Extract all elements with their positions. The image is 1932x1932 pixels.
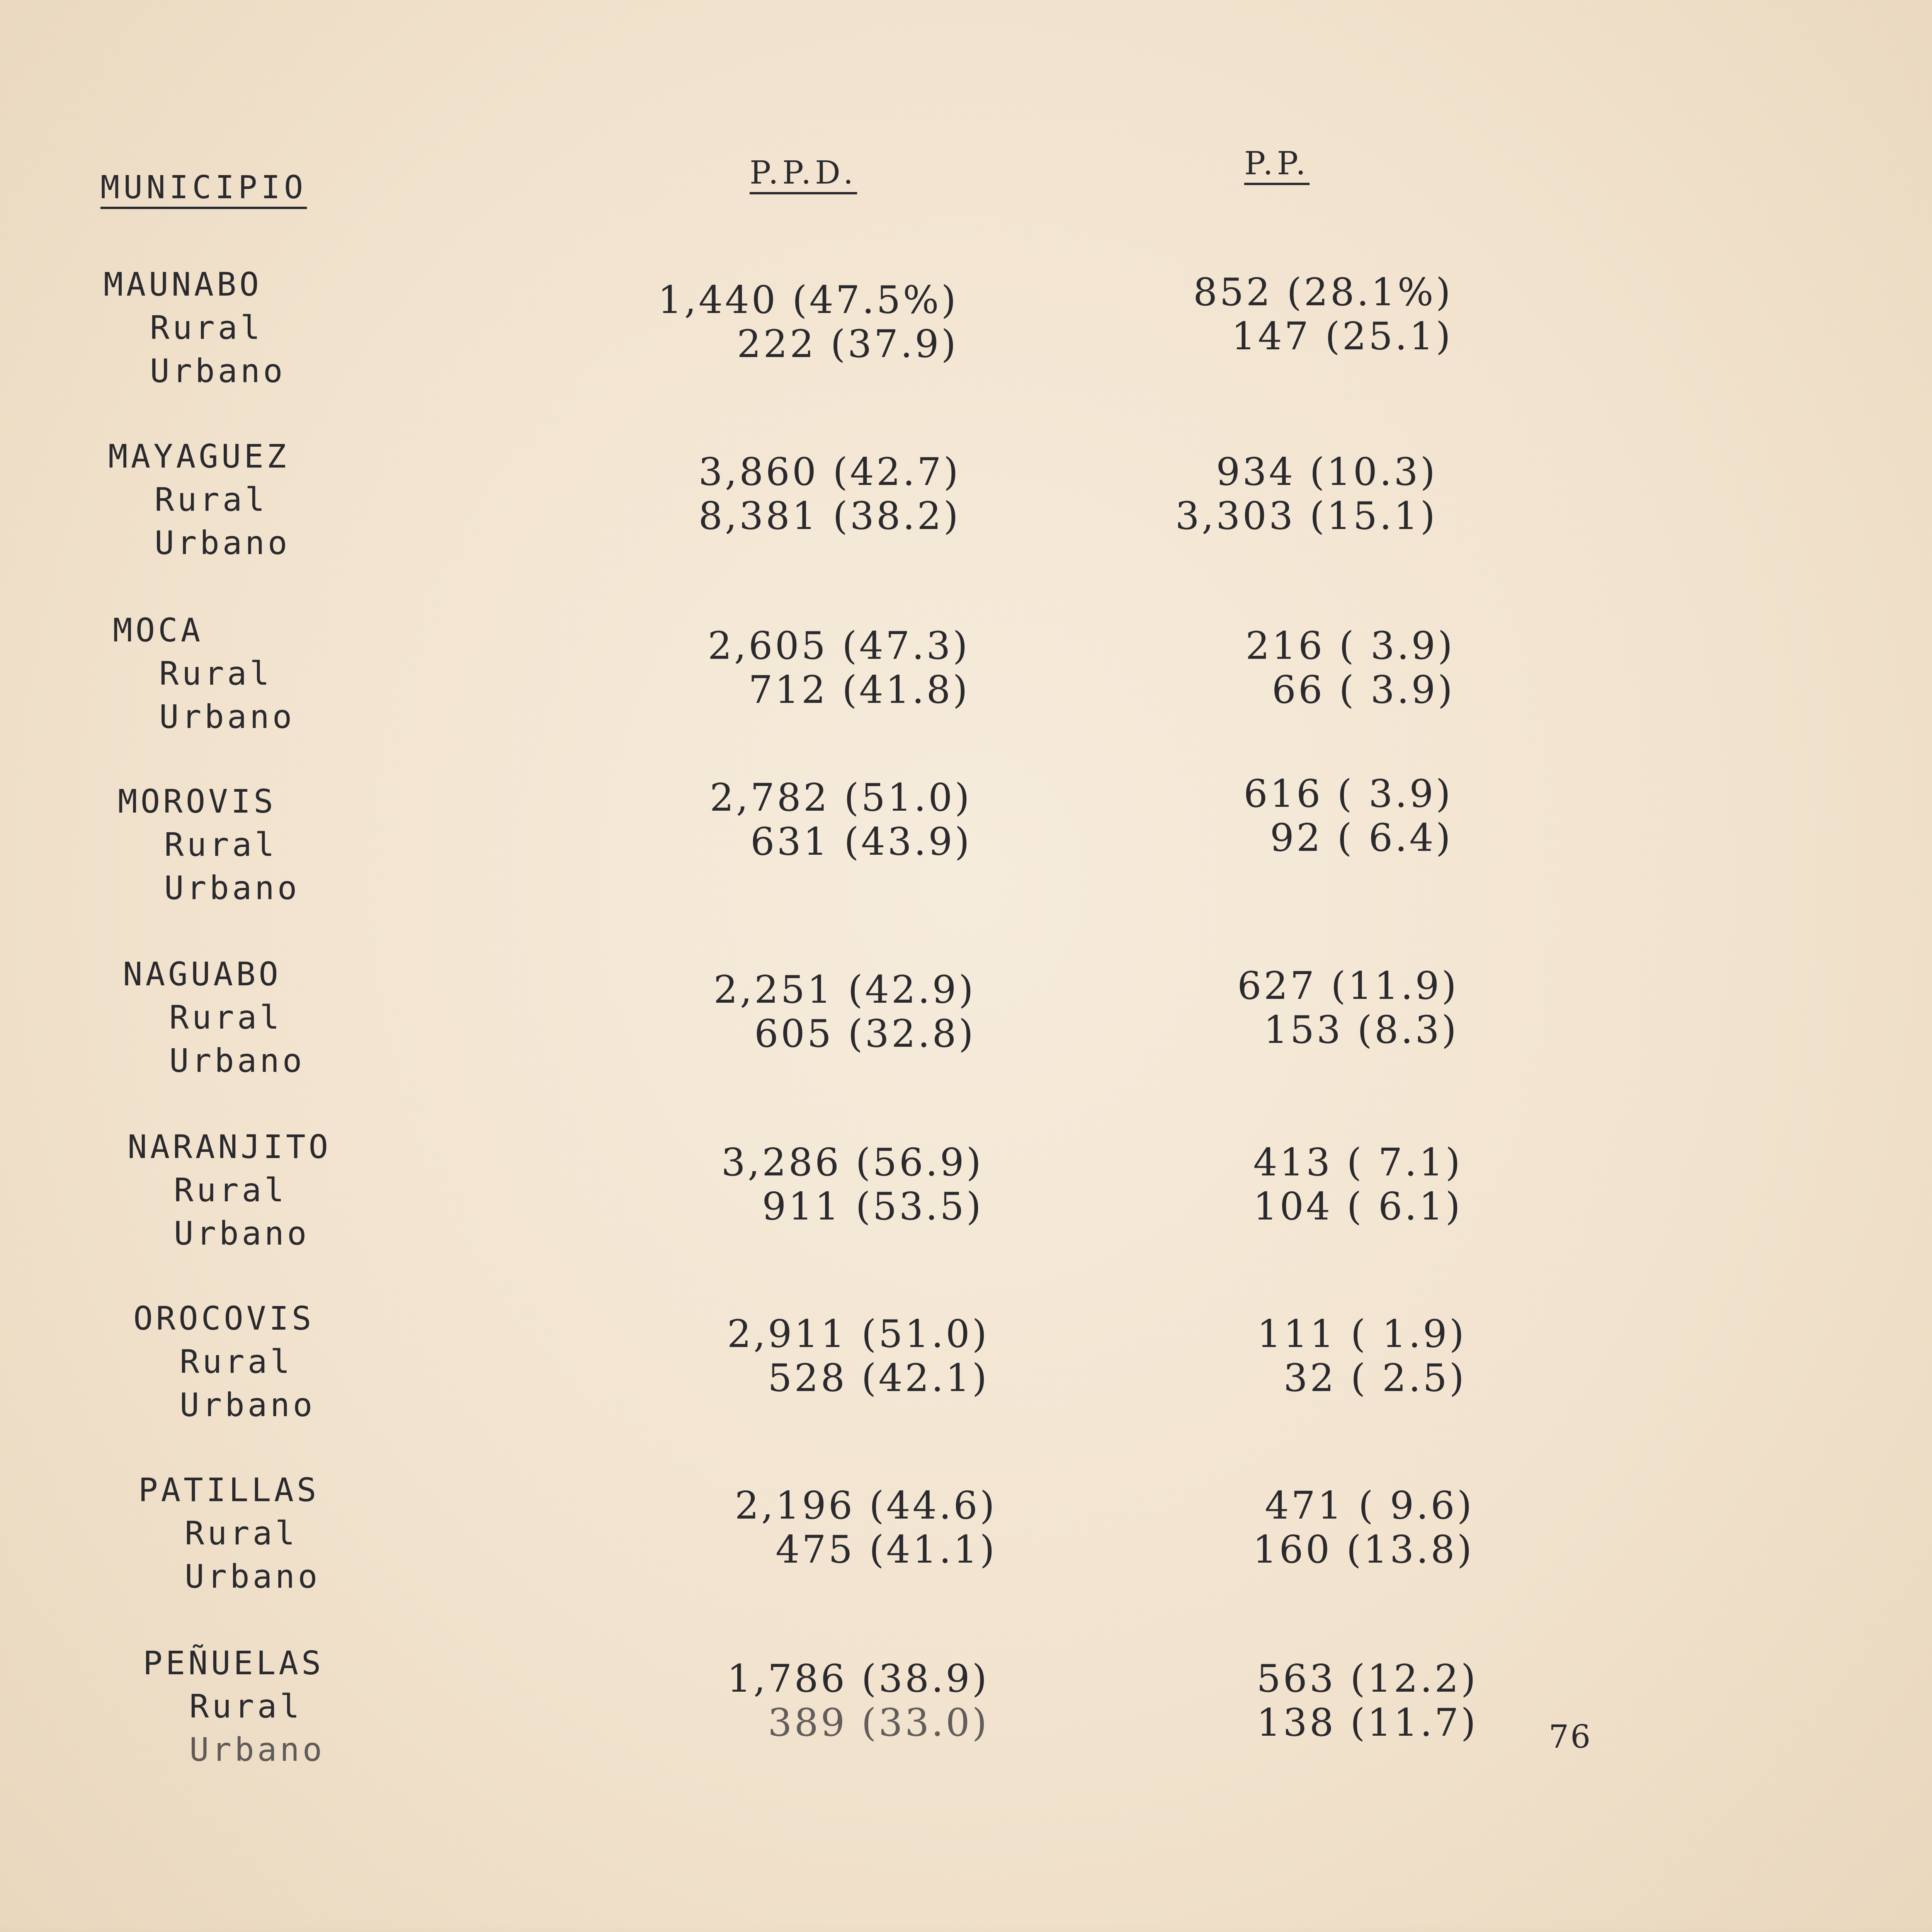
municipio-name: MAUNABO [104, 265, 262, 303]
urbano-label: Urbano [169, 1042, 305, 1080]
municipio-labels [113, 609, 295, 738]
ppd-values [621, 450, 961, 538]
ppd-urbano-value: 712 (41.8) [748, 668, 970, 712]
ppd-urbano-value: 8,381 (38.2) [698, 494, 961, 538]
pp-values [1113, 772, 1453, 860]
municipio-name: NAGUABO [123, 955, 282, 993]
municipio-labels [138, 1468, 320, 1598]
urbano-label: Urbano [155, 524, 291, 562]
pp-rural-value: 111 ( 1.9) [1257, 1312, 1466, 1356]
pp-rural-value: 627 (11.9) [1237, 964, 1459, 1008]
municipio-name: MOROVIS [118, 782, 277, 820]
ppd-urbano-value: 528 (42.1) [768, 1356, 989, 1400]
municipio-labels [133, 1297, 315, 1427]
pp-rural-value: 616 ( 3.9) [1243, 772, 1453, 816]
pp-rural-value: 413 ( 7.1) [1253, 1141, 1463, 1185]
rural-label: Rural [150, 309, 263, 347]
pp-urbano-value: 138 (11.7) [1257, 1701, 1478, 1745]
municipio-labels [143, 1641, 325, 1771]
rural-label: Rural [169, 998, 282, 1036]
urbano-label: Urbano [174, 1214, 310, 1252]
urbano-label: Urbano [180, 1386, 316, 1424]
municipio-name: MAYAGUEZ [108, 437, 289, 475]
ppd-rural-value: 3,860 (42.7) [698, 450, 961, 494]
ppd-rural-value: 2,782 (51.0) [709, 776, 972, 820]
municipio-labels [128, 1125, 331, 1255]
ppd-values [643, 1141, 983, 1229]
pp-rural-value: 471 ( 9.6) [1265, 1484, 1474, 1528]
header-municipio: MUNICIPIO [100, 169, 307, 206]
ppd-values [632, 776, 972, 864]
rural-label: Rural [185, 1514, 298, 1552]
pp-values [1119, 964, 1459, 1052]
municipio-name: MOCA [113, 611, 204, 649]
pp-urbano-value: 160 (13.8) [1253, 1528, 1474, 1572]
municipio-labels [108, 435, 290, 565]
ppd-values [649, 1657, 989, 1745]
ppd-rural-value: 2,605 (47.3) [707, 624, 970, 668]
urbano-label: Urbano [185, 1558, 321, 1595]
municipio-labels [123, 952, 305, 1082]
pp-urbano-value: 147 (25.1) [1231, 315, 1453, 359]
rural-label: Rural [189, 1687, 303, 1725]
municipio-name: NARANJITO [128, 1128, 332, 1166]
ppd-rural-value: 3,286 (56.9) [721, 1141, 983, 1185]
ppd-rural-value: 2,196 (44.6) [735, 1484, 997, 1528]
rural-label: Rural [174, 1171, 287, 1209]
pp-urbano-value: 92 ( 6.4) [1270, 816, 1453, 860]
pp-urbano-value: 153 (8.3) [1264, 1008, 1459, 1052]
pp-values [1115, 624, 1455, 712]
header-pp: P.P. [1244, 145, 1310, 182]
rural-label: Rural [164, 826, 277, 864]
pp-values [1097, 450, 1437, 538]
ppd-rural-value: 1,786 (38.9) [727, 1657, 989, 1701]
ppd-urbano-value: 222 (37.9) [737, 322, 958, 366]
pp-values [1122, 1141, 1463, 1229]
municipio-labels [104, 263, 286, 393]
rural-label: Rural [180, 1343, 293, 1381]
ppd-values [657, 1484, 997, 1572]
ppd-urbano-value: 631 (43.9) [750, 820, 972, 864]
urbano-label: Urbano [189, 1731, 325, 1769]
rural-label: Rural [159, 655, 272, 692]
pp-urbano-value: 66 ( 3.9) [1272, 668, 1455, 712]
ppd-values [618, 278, 958, 366]
pp-urbano-value: 104 ( 6.1) [1253, 1185, 1463, 1229]
urbano-label: Urbano [164, 869, 300, 907]
pp-urbano-value: 32 ( 2.5) [1283, 1356, 1466, 1400]
pp-values [1126, 1312, 1466, 1400]
ppd-urbano-value: 389 (33.0) [768, 1701, 989, 1745]
pp-urbano-value: 3,303 (15.1) [1175, 494, 1437, 538]
header-ppd: P.P.D. [750, 155, 857, 191]
ppd-rural-value: 2,251 (42.9) [713, 968, 976, 1012]
municipio-name: OROCOVIS [133, 1299, 315, 1337]
municipio-name: PATILLAS [138, 1471, 320, 1509]
ppd-values [636, 968, 976, 1056]
pp-values [1113, 270, 1453, 359]
pp-rural-value: 216 ( 3.9) [1245, 624, 1455, 668]
pp-values [1138, 1657, 1478, 1745]
ppd-urbano-value: 605 (32.8) [754, 1012, 976, 1056]
urbano-label: Urbano [159, 698, 295, 736]
pp-rural-value: 934 (10.3) [1216, 450, 1437, 494]
page-number: 76 [1549, 1719, 1592, 1755]
ppd-rural-value: 1,440 (47.5%) [658, 278, 958, 322]
ppd-rural-value: 2,911 (51.0) [727, 1312, 989, 1356]
rural-label: Rural [155, 481, 268, 519]
ppd-urbano-value: 475 (41.1) [776, 1528, 997, 1572]
ppd-urbano-value: 911 (53.5) [762, 1185, 983, 1229]
ppd-values [649, 1312, 989, 1400]
paper-edge-shadow [0, 1925, 1932, 1932]
pp-rural-value: 852 (28.1%) [1193, 270, 1453, 315]
municipio-labels [118, 780, 300, 910]
urbano-label: Urbano [150, 352, 286, 390]
ppd-values [630, 624, 970, 712]
municipio-name: PEÑUELAS [143, 1644, 324, 1682]
pp-values [1134, 1484, 1474, 1572]
pp-rural-value: 563 (12.2) [1257, 1657, 1478, 1701]
